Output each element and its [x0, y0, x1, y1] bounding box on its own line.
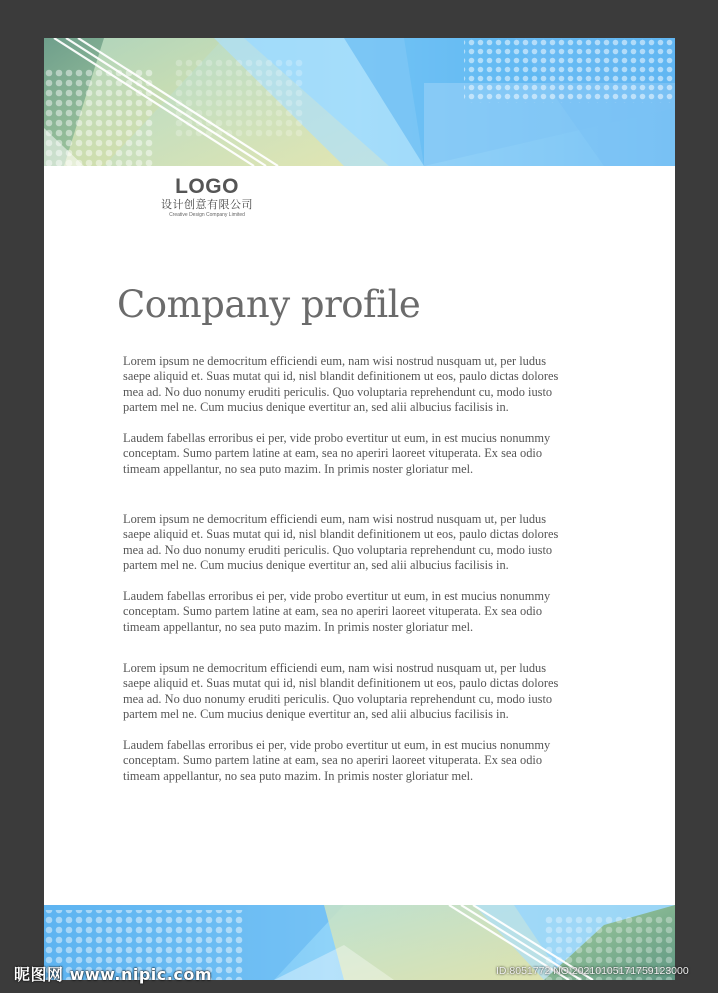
paragraph-line: Laudem fabellas erroribus ei per, vide probo evertitur ut eum, in est mucius nonummy [123, 738, 551, 752]
letterhead-page [44, 38, 675, 980]
paragraph-line: conceptam. Sumo partem latine at eam, sea no aperiri laoreet vituperata. Ex sea odio [123, 446, 543, 461]
body-paragraph [123, 512, 613, 573]
paragraph-line: Laudem fabellas erroribus ei per, vide probo evertitur ut eum, in est mucius nonummy [123, 431, 551, 445]
paragraph-line: partem mel ne. Cum mucius denique evertitur an, sed alii albucius facilisis in. [123, 557, 509, 572]
paragraph-line: Lorem ipsum ne democritum efficiendi eum, nam wisi nostrud nusquam ut, per ludus [123, 354, 547, 368]
body-paragraph [123, 431, 613, 477]
top-banner-graphic [44, 38, 675, 166]
paragraph-line: mea ad. No duo nonumy eruditi periculis. Quo voluptaria reprehendunt cu, modo iusto [123, 542, 553, 557]
logo-english-name: Creative Design Company Limited [169, 212, 245, 218]
paragraph-line: Lorem ipsum ne democritum efficiendi eum, nam wisi nostrud nusquam ut, per ludus [123, 512, 547, 526]
logo-title: LOGO [175, 175, 239, 198]
paragraph-line: timeam appellantur, no sea puto mazim. In primis noster gloriatur mel. [123, 619, 474, 634]
paragraph-line: partem mel ne. Cum mucius denique evertitur an, sed alii albucius facilisis in. [123, 706, 509, 721]
watermark-id-text: ID:8051772 NO:20210105171759123000 [496, 965, 689, 977]
paragraph-line: conceptam. Sumo partem latine at eam, sea no aperiri laoreet vituperata. Ex sea odio [123, 604, 543, 619]
body-paragraph [123, 354, 613, 415]
paragraph-line: saepe aliquid et. Suas mutat qui id, nisl blandit definitionem ut eos, paulo dictas dolores [123, 369, 559, 384]
paragraph-line: timeam appellantur, no sea puto mazim. In primis noster gloriatur mel. [123, 768, 474, 783]
paragraph-line: saepe aliquid et. Suas mutat qui id, nisl blandit definitionem ut eos, paulo dictas dolores [123, 527, 559, 542]
paragraph-line: conceptam. Sumo partem latine at eam, sea no aperiri laoreet vituperata. Ex sea odio [123, 753, 543, 768]
paragraph-line: Laudem fabellas erroribus ei per, vide probo evertitur ut eum, in est mucius nonummy [123, 589, 551, 603]
paragraph-line: mea ad. No duo nonumy eruditi periculis. Quo voluptaria reprehendunt cu, modo iusto [123, 384, 553, 399]
paragraph-line: mea ad. No duo nonumy eruditi periculis. Quo voluptaria reprehendunt cu, modo iusto [123, 691, 553, 706]
body-paragraph [123, 661, 613, 722]
paragraph-line: Lorem ipsum ne democritum efficiendi eum, nam wisi nostrud nusquam ut, per ludus [123, 661, 547, 675]
company-logo [142, 176, 272, 219]
logo-chinese-name: 设计创意有限公司 [161, 198, 253, 211]
paragraph-line: saepe aliquid et. Suas mutat qui id, nisl blandit definitionem ut eos, paulo dictas dolores [123, 676, 559, 691]
body-paragraph [123, 738, 613, 784]
paragraph-line: partem mel ne. Cum mucius denique evertitur an, sed alii albucius facilisis in. [123, 399, 509, 414]
page-title: Company profile [117, 283, 421, 326]
watermark-site-logo: 昵图网 www.nipic.com [14, 965, 212, 984]
body-paragraph [123, 589, 613, 635]
top-decorative-banner [44, 38, 675, 166]
paragraph-line: timeam appellantur, no sea puto mazim. In primis noster gloriatur mel. [123, 461, 474, 476]
